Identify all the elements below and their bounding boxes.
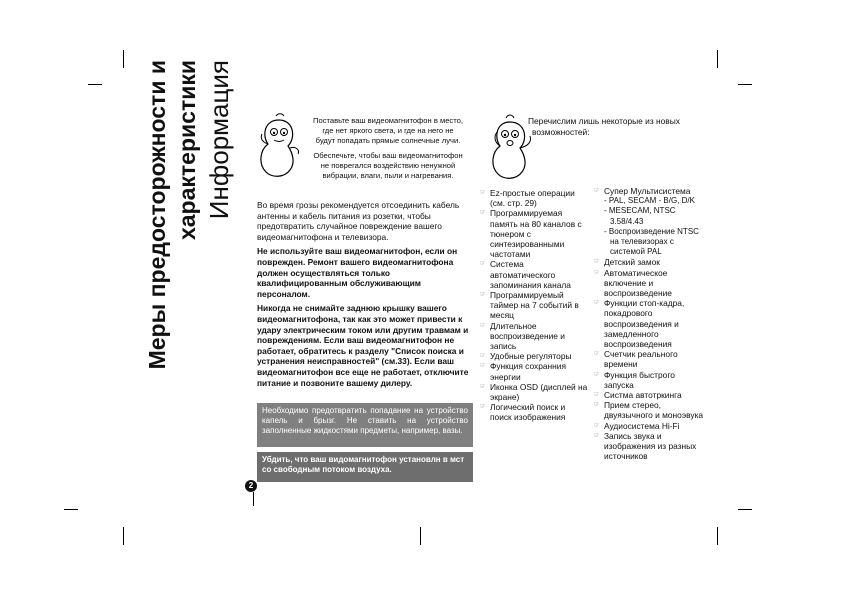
feature-item bbox=[594, 268, 706, 299]
crop-mark bbox=[738, 84, 752, 85]
intro-line: будут попадать прямые солнечные лучи. bbox=[315, 136, 461, 145]
bullet-hand-icon: ☞ bbox=[594, 269, 600, 276]
crop-mark bbox=[420, 527, 421, 545]
crop-mark bbox=[64, 509, 78, 510]
intro-line: где нет яркого света, и где на него не bbox=[322, 126, 454, 135]
feature-item bbox=[594, 390, 706, 400]
feature-text: Ez-простые операции (см. стр. 29) bbox=[490, 188, 575, 209]
intro-line: Поставьте ваш видеомагнитофон в место, bbox=[313, 116, 463, 125]
mascot-left-icon bbox=[254, 112, 304, 182]
side-title-line1: Меры предосторожности и bbox=[144, 60, 170, 370]
warning-box: Необходимо предотвратить попадание на устройство капель и брызг. Не ставить на устройство заполненные жидкостями предметы, например, вазы. bbox=[257, 403, 473, 447]
bullet-hand-icon: ☞ bbox=[480, 404, 486, 411]
bullet-hand-icon: ☞ bbox=[594, 432, 600, 439]
bullet-hand-icon: ☞ bbox=[594, 402, 600, 409]
feature-text: Длительное воспроизведение и запись bbox=[490, 320, 565, 352]
feature-item bbox=[480, 188, 588, 208]
bullet-hand-icon: ☞ bbox=[594, 300, 600, 307]
side-title bbox=[142, 60, 254, 440]
crop-mark bbox=[123, 50, 124, 68]
feature-text: Прием стерео, двуязычного и моноэвука bbox=[604, 400, 704, 421]
feature-item bbox=[480, 361, 588, 381]
feature-text: Функция быстрого запуска bbox=[604, 369, 675, 390]
crop-mark bbox=[88, 84, 102, 85]
feature-item bbox=[594, 400, 706, 420]
intro-line: вибрации, влаги, пыли и нагревания. bbox=[322, 171, 454, 180]
feature-item bbox=[594, 257, 706, 267]
feature-text: Логический поиск и поиск изображения bbox=[490, 402, 566, 423]
bullet-hand-icon: ☞ bbox=[480, 292, 486, 299]
side-title-line2: характеристики bbox=[174, 60, 200, 241]
feature-item bbox=[594, 186, 706, 196]
feature-text: Система автоматического запоминания канала bbox=[490, 259, 571, 290]
feature-text: Автоматическое включение и воспроизведение bbox=[604, 267, 672, 299]
bullet-hand-icon: ☞ bbox=[594, 371, 600, 378]
page-number: 2 bbox=[245, 480, 257, 492]
feature-item bbox=[480, 382, 588, 402]
crop-mark bbox=[123, 527, 124, 545]
feature-item bbox=[480, 290, 588, 321]
bullet-hand-icon: ☞ bbox=[480, 261, 486, 268]
crop-mark bbox=[717, 527, 718, 545]
crop-mark bbox=[738, 509, 752, 510]
feature-text: Детский замок bbox=[604, 257, 660, 268]
side-title-line3: Информация bbox=[204, 60, 234, 220]
feature-subitem: - Воспроизведение NTSC на телевизорах с системой PAL bbox=[604, 226, 699, 257]
feature-text: Аудиосистема Hi-Fi bbox=[604, 420, 680, 431]
bullet-hand-icon: ☞ bbox=[480, 353, 486, 360]
left-intro bbox=[298, 116, 478, 181]
crop-mark bbox=[717, 50, 718, 68]
feature-item bbox=[594, 298, 706, 349]
feature-subitem: - PAL, SECAM - B/G, D/K bbox=[604, 196, 695, 206]
feature-text: Иконка OSD (дисплей на экране) bbox=[490, 381, 588, 403]
feature-text: Функция сохранния энергии bbox=[490, 361, 566, 382]
safety-paragraph: Не используйте ваш видеомагнитофон, если он поврежден. Ремонт вашего видеомагнитофона должен осуществляться только квалифицированным обслуживающим персоналом. bbox=[257, 246, 458, 299]
intro-line: Обеспечьте, чтобы ваш видеомагнитофон bbox=[313, 151, 463, 160]
feature-text: Функции стоп-кадра, покадрового воспроизведения и замедленного воспроизведения bbox=[604, 298, 685, 350]
bullet-hand-icon: ☞ bbox=[480, 322, 486, 329]
safety-paragraph: Никогда не снимайте заднюю крышку вашего видеомагнитофона, так как это может привести к удару электрическим током или другим травмам и повреждениям. Если ваш видеомагнитофон не работает, обратитесь к разделу "Список поиска и устранения неисправностей" (см.33). Если ваш видеомагнитофон все еще не работает, отключите питание и позвоните вашему дилеру. bbox=[257, 303, 469, 388]
feature-item bbox=[480, 402, 588, 422]
feature-item bbox=[480, 208, 588, 259]
bullet-hand-icon: ☞ bbox=[594, 392, 600, 399]
right-intro bbox=[524, 116, 696, 138]
feature-item bbox=[480, 321, 588, 352]
bullet-hand-icon: ☞ bbox=[594, 351, 600, 358]
feature-item bbox=[594, 370, 706, 390]
safety-text bbox=[257, 200, 475, 392]
feature-text: Программируемая память на 80 каналов с тюнером с синтезированными частотами bbox=[490, 208, 582, 260]
feature-text: Удобные регуляторы bbox=[490, 351, 572, 362]
bullet-hand-icon: ☞ bbox=[594, 188, 600, 194]
feature-item bbox=[594, 421, 706, 431]
feature-item bbox=[480, 259, 588, 290]
bullet-hand-icon: ☞ bbox=[480, 383, 486, 390]
feature-item bbox=[480, 351, 588, 361]
intro-line: Перечислим лишь некоторые из новых bbox=[528, 116, 680, 126]
feature-text: Систма автотркинга bbox=[604, 390, 682, 401]
intro-line: возможностей: bbox=[532, 127, 590, 137]
bullet-hand-icon: ☞ bbox=[480, 210, 486, 217]
feature-text: Запись звука и изображения из разных источников bbox=[604, 430, 697, 462]
features-column-1 bbox=[480, 188, 588, 423]
feature-subitem: - MESECAM, NTSC 3.58/4.43 bbox=[604, 206, 676, 226]
bullet-hand-icon: ☞ bbox=[594, 422, 600, 429]
intro-line: не поврегался воздействию ненужной bbox=[320, 161, 456, 170]
crop-mark bbox=[253, 492, 254, 506]
safety-paragraph: Во время грозы рекомендуется отсоединить кабель антенны и кабель питания из розетки, чтобы предотвратить случайное повреждение вашего видеомагнитофона и телевизора. bbox=[257, 200, 460, 242]
bullet-hand-icon: ☞ bbox=[594, 259, 600, 266]
feature-text: Супер Мультисистема bbox=[604, 186, 691, 196]
features-column-2 bbox=[594, 186, 706, 461]
feature-item bbox=[594, 349, 706, 369]
notice-box: Убдить, что ваш видомагнитофон установлн в мст со свободным потоком воздуха. bbox=[257, 452, 473, 482]
feature-text: Программируемый таймер на 7 событий в месяц bbox=[490, 290, 579, 321]
bullet-hand-icon: ☞ bbox=[480, 363, 486, 370]
bullet-hand-icon: ☞ bbox=[480, 190, 486, 196]
feature-text: Счетчик реального времени bbox=[604, 349, 678, 370]
feature-item bbox=[594, 431, 706, 462]
